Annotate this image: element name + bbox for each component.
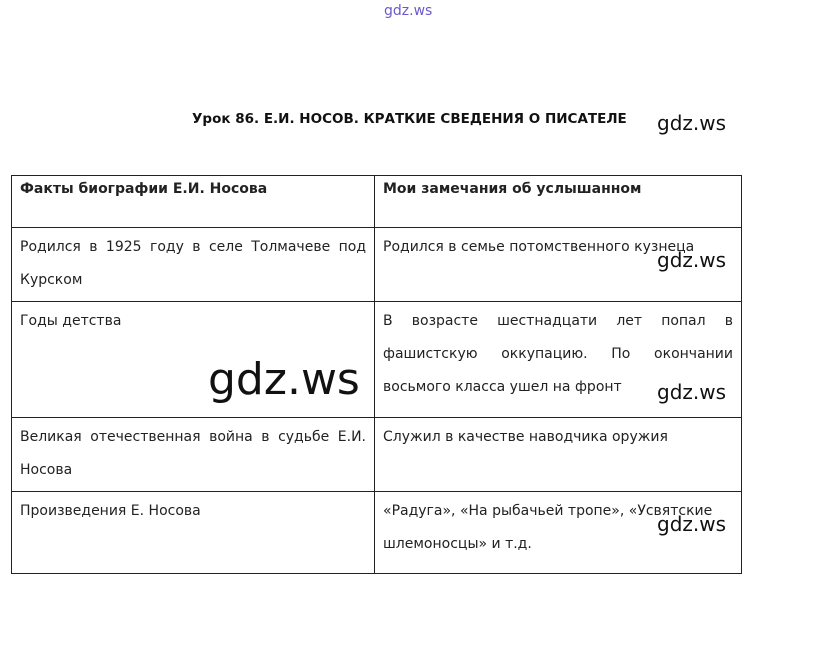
watermark-row1-right: gdz.ws	[657, 248, 727, 272]
table-row	[12, 228, 742, 302]
watermark-top: gdz.ws	[384, 3, 433, 19]
watermark-row2-right: gdz.ws	[657, 380, 727, 404]
table-cell: Служил в качестве наводчика оружия	[375, 418, 742, 492]
table-header-cell: Мои замечания об услышанном	[375, 176, 742, 228]
biography-table	[11, 175, 742, 574]
table-row	[12, 418, 742, 492]
watermark-center: gdz.ws	[208, 354, 360, 405]
table-cell: Годы детства	[12, 302, 375, 418]
table-cell: В возрасте шестнадцати лет попал в фашистскую оккупацию. По окончании восьмого класса ушел на фронт	[375, 302, 742, 418]
watermark-title-right: gdz.ws	[657, 111, 727, 135]
table-cell: Произведения Е. Носова	[12, 492, 375, 574]
table-header-row	[12, 176, 742, 228]
table-cell: Великая отечественная война в судьбе Е.И. Носова	[12, 418, 375, 492]
table-cell: Родился в семье потомственного кузнеца	[375, 228, 742, 302]
table-row	[12, 492, 742, 574]
table-cell: «Радуга», «На рыбачьей тропе», «Усвятские шлемоносцы» и т.д.	[375, 492, 742, 574]
table-cell: Родился в 1925 году в селе Толмачеве под Курском	[12, 228, 375, 302]
table-header-cell: Факты биографии Е.И. Носова	[12, 176, 375, 228]
table-row	[12, 302, 742, 418]
page-title: Урок 86. Е.И. НОСОВ. КРАТКИЕ СВЕДЕНИЯ О ПИСАТЕЛЕ	[192, 111, 627, 127]
watermark-row4-right: gdz.ws	[657, 512, 727, 536]
